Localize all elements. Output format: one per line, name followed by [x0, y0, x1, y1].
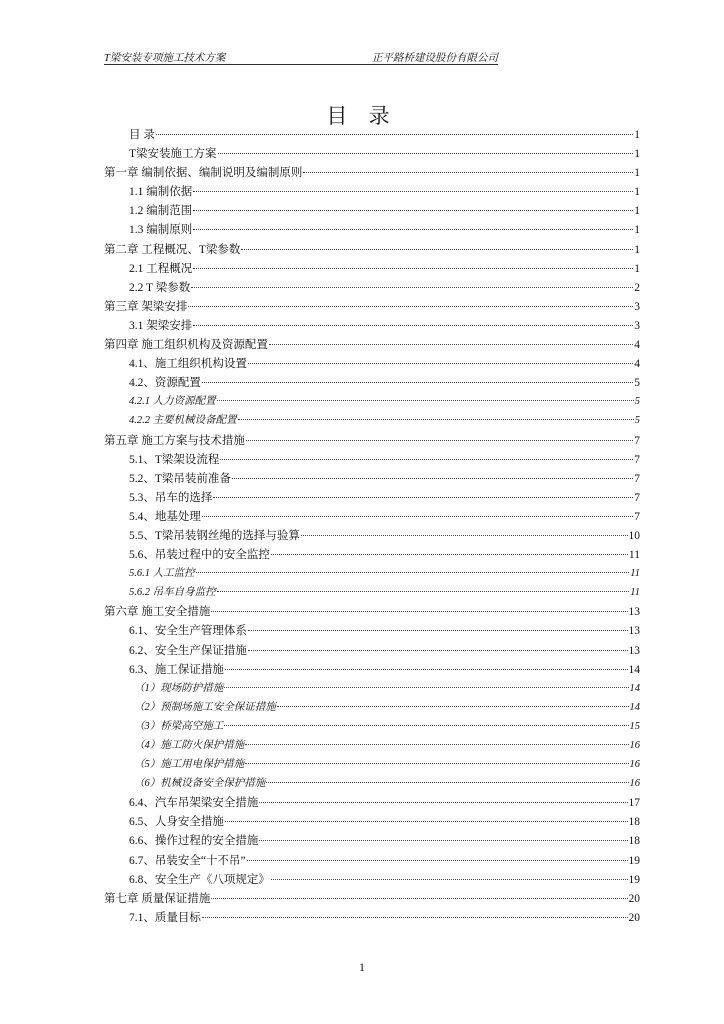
toc-entry-label: （2）预制场施工安全保证措施 [134, 701, 276, 713]
toc-entry[interactable] [104, 661, 640, 680]
toc-entry-label: 6.7、吊装安全“十不吊” [129, 854, 246, 867]
toc-dot-leader [202, 917, 628, 918]
toc-dot-leader [225, 821, 628, 822]
toc-entry-page: 19 [628, 873, 640, 886]
toc-entry-page: 2 [634, 281, 640, 294]
toc-entry-page: 7 [634, 491, 640, 504]
toc-entry[interactable] [104, 565, 640, 584]
toc-title: 目 录 [326, 104, 398, 128]
toc-dot-leader [217, 591, 630, 592]
toc-dot-leader [245, 744, 628, 745]
toc-dot-leader [277, 706, 629, 707]
toc-entry-label: 2.2 T 梁参数 [129, 281, 191, 294]
toc-dot-leader [213, 497, 633, 498]
toc-entry-label: 6.1、安全生产管理体系 [129, 625, 247, 638]
toc-entry-label: 5.5、T梁吊装钢丝绳的选择与验算 [129, 529, 300, 542]
toc-entry[interactable] [104, 832, 640, 851]
toc-entry[interactable] [104, 642, 640, 661]
toc-entry-page: 18 [628, 835, 640, 848]
toc-entry[interactable] [104, 813, 640, 832]
toc-entry[interactable] [104, 718, 640, 737]
toc-entry[interactable] [104, 298, 640, 317]
toc-dot-leader [193, 229, 633, 230]
toc-entry-label: （4）施工防火保护措施 [134, 740, 245, 751]
toc-entry[interactable] [104, 412, 640, 431]
toc-entry-label: 5.2、T梁吊装前准备 [129, 472, 231, 485]
toc-entry-page: 20 [628, 911, 640, 924]
toc-dot-leader [245, 763, 628, 764]
toc-entry[interactable] [104, 183, 640, 202]
toc-dot-leader [248, 650, 628, 651]
toc-entry[interactable] [104, 241, 640, 260]
toc-dot-leader [202, 516, 633, 517]
toc-entry[interactable] [104, 145, 640, 164]
toc-entry-page: 1 [634, 167, 640, 180]
toc-entry-label: 6.5、人身安全措施 [129, 816, 224, 829]
toc-entry-page: 11 [630, 568, 640, 580]
toc-entry-page: 16 [629, 740, 640, 751]
toc-dot-leader [266, 782, 628, 783]
toc-entry[interactable] [104, 680, 640, 699]
toc-entry-page: 7 [634, 510, 640, 523]
toc-dot-leader [217, 400, 634, 401]
toc-entry[interactable] [104, 432, 640, 451]
toc-entry-label: 4.2、资源配置 [129, 377, 201, 390]
toc-dot-leader [247, 860, 628, 861]
toc-dot-leader [156, 134, 633, 135]
toc-dot-leader [269, 344, 633, 345]
toc-entry-page: 1 [634, 262, 640, 275]
toc-entry-page: 5 [634, 415, 640, 427]
table-of-contents [104, 126, 640, 928]
toc-entry-page: 1 [634, 129, 640, 141]
toc-entry-label: （6）机械设备安全保护措施 [134, 778, 266, 790]
toc-dot-leader [248, 630, 628, 631]
toc-entry-label: 1.1 编制依据 [129, 186, 193, 199]
toc-entry-label: 5.6.1 人工监控 [129, 568, 195, 580]
toc-entry[interactable] [104, 737, 640, 756]
toc-entry-page: 13 [628, 606, 640, 619]
toc-entry[interactable] [104, 164, 640, 183]
toc-entry-label: （3）桥梁高空施工 [134, 720, 224, 732]
toc-entry-label: 6.4、汽车吊架梁安全措施 [129, 797, 259, 810]
toc-entry-page: 16 [629, 759, 640, 771]
toc-entry-page: 1 [634, 224, 640, 237]
toc-entry-page: 10 [628, 529, 640, 542]
toc-dot-leader [224, 687, 628, 688]
toc-entry-page: 3 [634, 300, 640, 313]
toc-entry-label: 5.3、吊车的选择 [129, 491, 213, 504]
toc-entry[interactable] [104, 584, 640, 603]
toc-dot-leader [191, 287, 633, 288]
toc-entry[interactable] [104, 871, 640, 890]
toc-dot-leader [220, 459, 633, 460]
toc-entry-label: 3.1 架梁安排 [129, 319, 193, 332]
toc-entry-label: 5.6.2 吊车自身监控 [129, 587, 216, 599]
toc-dot-leader [193, 210, 633, 211]
toc-dot-leader [232, 478, 633, 479]
toc-entry-page: 11 [630, 587, 640, 599]
page-header [104, 50, 498, 65]
toc-entry-label: 6.8、安全生产《八项规定》 [129, 873, 270, 886]
toc-entry[interactable] [104, 279, 640, 298]
toc-entry-page: 13 [628, 644, 640, 657]
toc-dot-leader [218, 153, 634, 154]
toc-entry[interactable] [104, 546, 640, 565]
toc-entry-label: 5.6、吊装过程中的安全监控 [129, 549, 270, 562]
toc-dot-leader [193, 325, 633, 326]
toc-dot-leader [211, 611, 627, 612]
toc-entry[interactable] [104, 756, 640, 775]
toc-entry[interactable] [104, 852, 640, 871]
toc-dot-leader [196, 572, 630, 573]
toc-entry[interactable] [104, 489, 640, 508]
toc-entry-page: 3 [634, 319, 640, 332]
toc-entry-page: 1 [634, 148, 640, 161]
toc-entry-label: 第二章 工程概况、T梁参数 [104, 243, 241, 256]
toc-entry-page: 14 [629, 682, 640, 694]
toc-entry[interactable] [104, 603, 640, 622]
header-document-title: T梁安装专项施工技术方案 [104, 53, 226, 64]
toc-entry[interactable] [104, 202, 640, 221]
toc-entry-label: 4.1、施工组织机构设置 [129, 358, 247, 371]
toc-entry[interactable] [104, 374, 640, 393]
toc-dot-leader [211, 898, 627, 899]
toc-dot-leader [225, 669, 628, 670]
toc-entry[interactable] [104, 699, 640, 718]
toc-entry-label: 第七章 质量保证措施 [104, 892, 211, 905]
toc-dot-leader [301, 535, 628, 536]
toc-entry-page: 7 [634, 453, 640, 466]
toc-entry-label: （5）施工用电保护措施 [134, 759, 245, 771]
toc-entry-page: 7 [634, 434, 640, 447]
toc-entry[interactable] [104, 317, 640, 336]
toc-entry-label: （1）现场防护措施 [134, 682, 224, 694]
toc-entry-label: 1.3 编制原则 [129, 224, 193, 237]
toc-dot-leader [241, 249, 633, 250]
toc-entry-page: 7 [634, 472, 640, 485]
toc-entry-page: 4 [634, 339, 640, 352]
toc-entry[interactable] [104, 355, 640, 374]
toc-dot-leader [303, 172, 633, 173]
toc-entry-page: 16 [629, 778, 640, 790]
toc-entry[interactable] [104, 260, 640, 279]
toc-entry-label: 6.3、施工保证措施 [129, 663, 224, 676]
toc-entry-page: 18 [628, 816, 640, 829]
toc-entry-page: 20 [628, 892, 640, 905]
toc-entry-label: 1.2 编制范围 [129, 205, 193, 218]
toc-dot-leader [193, 268, 633, 269]
toc-dot-leader [193, 191, 633, 192]
toc-dot-leader [188, 306, 633, 307]
toc-entry-label: 第四章 施工组织机构及资源配置 [104, 339, 268, 352]
toc-entry-page: 1 [634, 186, 640, 199]
toc-entry-page: 4 [634, 358, 640, 371]
toc-entry-label: 第三章 架梁安排 [104, 300, 188, 313]
toc-entry-label: 目 录 [129, 129, 155, 141]
toc-entry[interactable] [104, 622, 640, 641]
toc-entry-label: 7.1、质量目标 [129, 911, 201, 924]
toc-entry-page: 5 [634, 396, 640, 408]
toc-entry[interactable] [104, 336, 640, 355]
toc-entry[interactable] [104, 451, 640, 470]
page-number: 1 [359, 960, 365, 974]
toc-entry-label: 第六章 施工安全措施 [104, 606, 211, 619]
toc-entry-page: 1 [634, 205, 640, 218]
toc-dot-leader [246, 440, 633, 441]
toc-entry[interactable] [104, 527, 640, 546]
toc-dot-leader [271, 554, 628, 555]
toc-entry-label: 第五章 施工方案与技术措施 [104, 434, 245, 447]
toc-entry-label: 第一章 编制依据、编制说明及编制原则 [104, 167, 303, 180]
toc-entry[interactable] [104, 890, 640, 909]
toc-entry-page: 17 [628, 797, 640, 810]
toc-entry[interactable] [104, 470, 640, 489]
toc-entry-label: 4.2.2 主要机械设备配置 [129, 415, 237, 427]
toc-dot-leader [202, 382, 633, 383]
toc-entry[interactable] [104, 775, 640, 794]
toc-entry-page: 1 [634, 243, 640, 256]
toc-entry-page: 5 [634, 377, 640, 390]
toc-entry-label: 5.4、地基处理 [129, 510, 201, 523]
toc-dot-leader [259, 802, 627, 803]
toc-entry-label: 6.6、操作过程的安全措施 [129, 835, 259, 848]
toc-entry[interactable] [104, 508, 640, 527]
header-company-name: 正平路桥建设股份有限公司 [372, 53, 498, 64]
toc-entry-page: 11 [628, 549, 640, 562]
toc-entry-page: 14 [629, 701, 640, 713]
toc-entry-label: T梁安装施工方案 [129, 148, 217, 161]
toc-entry[interactable] [104, 393, 640, 412]
toc-entry[interactable] [104, 794, 640, 813]
toc-entry-label: 4.2.1 人力资源配置 [129, 396, 216, 408]
toc-entry-page: 14 [628, 663, 640, 676]
toc-entry[interactable] [104, 221, 640, 240]
toc-entry-page: 19 [628, 854, 640, 867]
toc-dot-leader [271, 879, 628, 880]
toc-entry-label: 6.2、安全生产保证措施 [129, 644, 247, 657]
toc-entry-label: 2.1 工程概况 [129, 262, 193, 275]
toc-entry-page: 15 [629, 720, 640, 732]
toc-dot-leader [238, 419, 634, 420]
toc-dot-leader [224, 725, 628, 726]
toc-dot-leader [248, 363, 633, 364]
toc-entry-label: 5.1、T梁架设流程 [129, 453, 220, 466]
toc-dot-leader [259, 840, 627, 841]
toc-entry-page: 13 [628, 625, 640, 638]
toc-entry[interactable] [104, 126, 640, 145]
toc-entry[interactable] [104, 909, 640, 928]
